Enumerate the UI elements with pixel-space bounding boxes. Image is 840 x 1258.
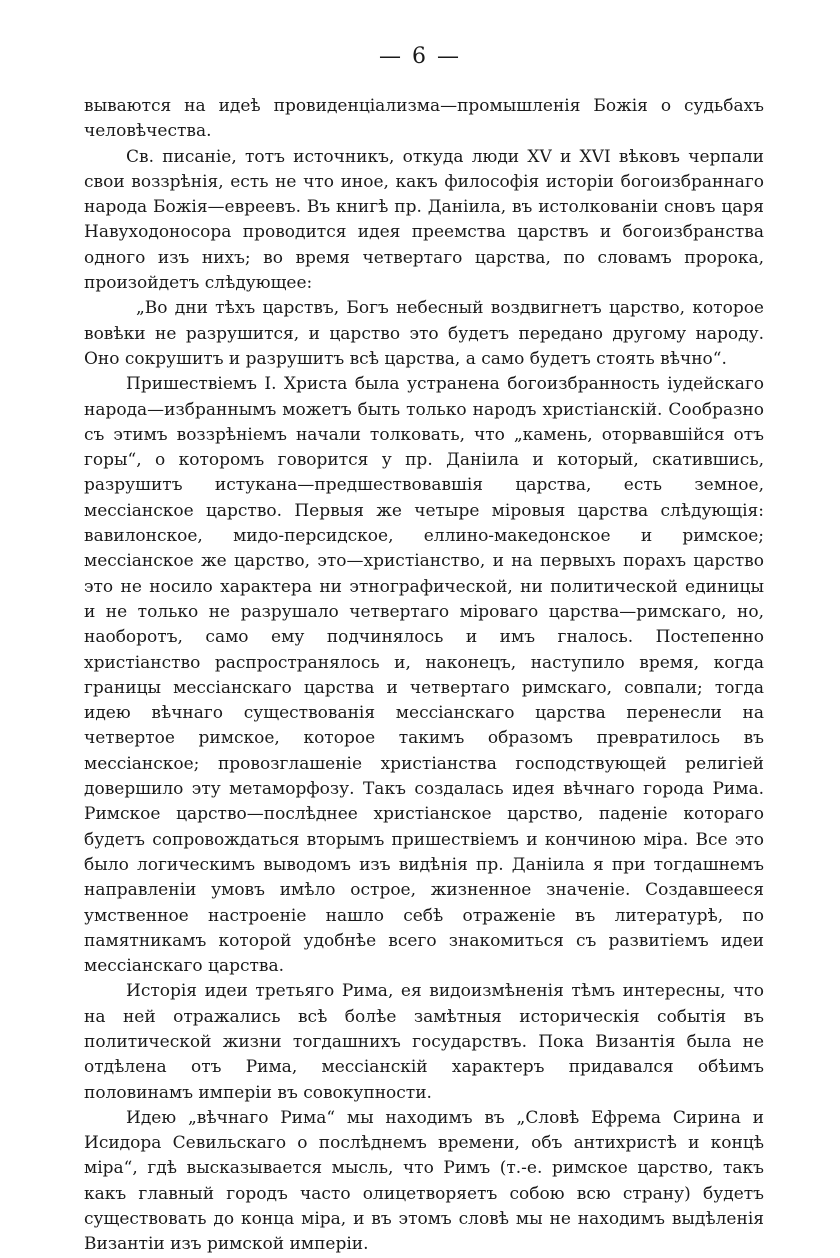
paragraph-4: Пришествіемъ І. Христа была устранена богоизбранность іудейскаго народа—избраннымъ можетъ быть только народъ христіанскій. Сообразно съ этимъ воззрѣніемъ начали толковать, что „камень, оторвавшійся отъ горы“, о которомъ говорится у пр. Даніила и который, скатившись, разрушитъ истукана—предшествовавшія царства, есть земное, мессіанское царство. Первыя же четыре міровыя царства слѣдующія: вавилонское, мидо-персидское, еллино-македонское и римское; мессіанское же царство, это—христіанство, и на первыхъ порахъ царство это не носило характера ни этнографической, ни политической единицы и не только не разрушало четвертаго міроваго царства—римскаго, но, наоборотъ, само ему подчинялось и имъ гналось. Постепенно христіанство распространялось и, наконецъ, наступило время, когда границы мессіанскаго царства и четвертаго римскаго, совпали; тогда идею вѣчнаго существованія мессіанскаго царства перенесли на четвертое римское, которое такимъ образомъ превратилось въ мессіанское; провозглашеніе христіанства господствующей религіей довершило эту метаморфозу. Такъ создалась идея вѣчнаго города Рима. Римское царство—послѣднее христіанское царство, паденіе котораго будетъ сопровождаться вторымъ пришествіемъ и кончиною міра. Все это было логическимъ выводомъ изъ видѣнія пр. Даніила я при тогдашнемъ направленіи умовъ имѣло острое, жизненное значеніе. Создавшееся умственное настроеніе нашло себѣ отраженіе въ литературѣ, по памятникамъ которой удобнѣе всего знакомиться съ развитіемъ идеи мессіанскаго царства. — [84, 374, 764, 977]
paragraph-6: Идею „вѣчнаго Рима“ мы находимъ въ „Словѣ Ефрема Сирина и Исидора Севильскаго о послѣднемъ времени, объ антихристѣ и концѣ міра“, гдѣ высказывается мысль, что Римъ (т.-е. римское царство, такъ какъ главный городъ часто олицетворяетъ собою всю страну) будетъ существовать до конца міра, и въ этомъ словѣ мы не находимъ выдѣленія Византіи изъ римской имперіи. — [84, 1107, 764, 1255]
paragraph-1: вываются на идеѣ провиденціализма—промышленія Божія о судьбахъ человѣчества. — [84, 96, 764, 142]
paragraph-2: Св. писаніе, тотъ источникъ, откуда люди XV и XVI вѣковъ черпали свои воззрѣнія, есть не что иное, какъ философія исторіи богоизбраннаго народа Божія—евреевъ. Въ книгѣ пр. Даніила, въ истолкованіи сновъ царя Навуходоносора проводится идея преемства царствъ и богоизбранства одного изъ нихъ; во время четвертаго царства, по словамъ пророка, произойдетъ слѣдующее: — [84, 146, 764, 294]
paragraph-5: Исторія идеи третьяго Рима, ея видоизмѣненія тѣмъ интересны, что на ней отражались всѣ болѣе замѣтныя историческія событія въ политической жизни тогдашнихъ государствъ. Пока Византія была не отдѣлена отъ Рима, мессіанскій характеръ придавался обѣимъ половинамъ имперіи въ совокупности. — [84, 981, 764, 1103]
page-number: — 6 — — [379, 44, 461, 69]
page-text — [84, 94, 764, 1258]
quotation-paragraph: „Во дни тѣхъ царствъ, Богъ небесный воздвигнетъ царство, которое вовѣки не разрушится, и царство это будетъ передано другому народу. Оно сокрушитъ и разрушитъ всѣ царства, а само будетъ стоять вѣчно“. — [84, 298, 764, 369]
